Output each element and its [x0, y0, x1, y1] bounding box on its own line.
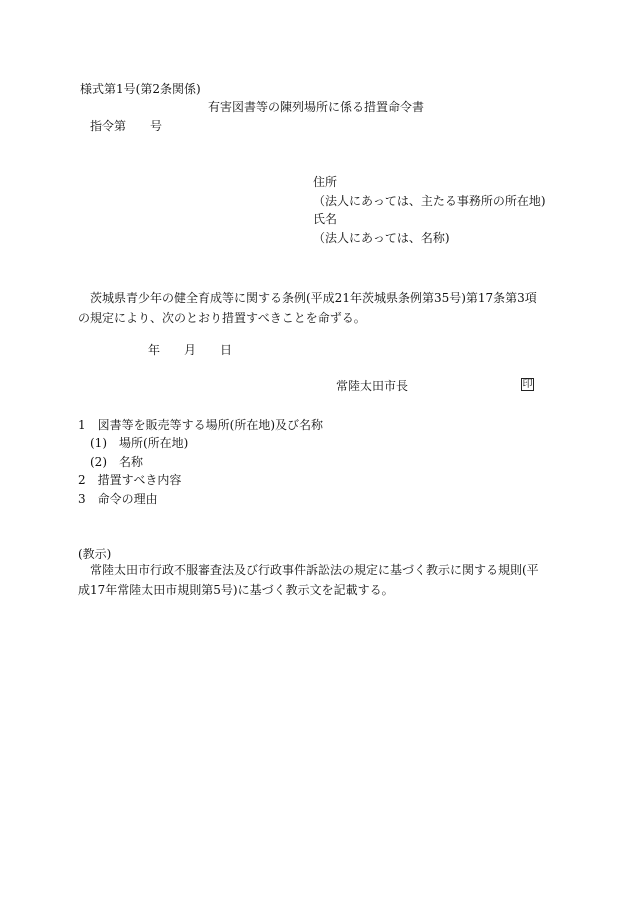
item-1-2: (2) 名称 [90, 455, 143, 469]
item-2: 2 措置すべき内容 [78, 473, 182, 487]
notice-heading: (教示) [78, 547, 112, 561]
issuer: 常陸太田市長 [336, 379, 409, 393]
seal-mark: 印 [522, 379, 533, 390]
date: 年 月 日 [148, 343, 233, 357]
address-label: 住所 [313, 175, 338, 189]
body-text: 茨城県青少年の健全育成等に関する条例(平成21年茨城県条例第35号)第17条第3項の規定により、次のとおり措置すべきことを命ずる。 [78, 291, 537, 325]
order-number: 指令第 号 [90, 119, 163, 133]
name-label: 氏名 [313, 212, 338, 226]
item-1-1: (1) 場所(所在地) [90, 436, 189, 450]
form-number: 様式第1号(第2条関係) [80, 82, 201, 96]
item-3: 3 命令の理由 [78, 492, 158, 506]
name-note: （法人にあっては、名称) [313, 231, 450, 245]
address-note: （法人にあっては、主たる事務所の所在地) [313, 194, 546, 208]
item-1: 1 図書等を販売等する場所(所在地)及び名称 [78, 418, 323, 432]
document-title: 有害図書等の陳列場所に係る措置命令書 [208, 100, 425, 114]
notice-text: 常陸太田市行政不服審査法及び行政事件訴訟法の規定に基づく教示に関する規則(平成17年常陸太田市規則第5号)に基づく教示文を記載する。 [78, 563, 539, 597]
